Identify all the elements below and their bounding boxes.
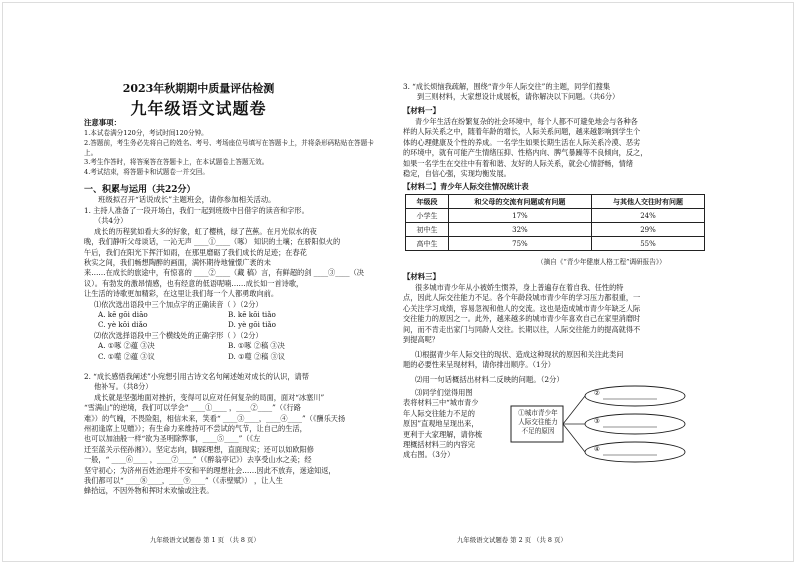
m3-line: 间，而不肯走出家门与同龄人交往。长期以往，人际交往能力的提高就得不 bbox=[403, 324, 641, 334]
q1-line: 让生活的诗歌更加精彩，在这里让我们每一个人都勇敢向前。 bbox=[84, 289, 279, 299]
diagram-center-line: 不足的原因 bbox=[521, 427, 555, 435]
diagram-connector bbox=[563, 396, 585, 424]
table-cell: 17% bbox=[448, 209, 591, 223]
q3-sub3-line: 表将材料三中“城市青少 bbox=[403, 398, 479, 408]
m3-line: 交往能力的原因之一。此外，越来越多的城市青少年喜欢自己在家里消磨时 bbox=[403, 314, 641, 324]
m1-line: 青少年生活在纷繁复杂的社会环境中，每个人都不可避免地会与各种各 bbox=[415, 117, 638, 126]
q2-line: 迁至蓝关示侄孙湘》）。坚定志向，脚踩理想，直面现实；还可以如欧阳修 bbox=[84, 444, 314, 454]
diagram-oval bbox=[585, 442, 685, 462]
material-1-heading: 【材料一】 bbox=[403, 106, 440, 115]
q1-option: C. ①噬 ②蕴 ③议 bbox=[98, 351, 155, 361]
q1-option: D. yè gōi tiǎo bbox=[228, 320, 276, 330]
q2-line: 也可以加油般一样“欲为圣明除弊事，____⑤____”（《左 bbox=[84, 434, 261, 444]
q1-line: （共4分） bbox=[94, 216, 128, 226]
table-cell: 75% bbox=[448, 237, 591, 251]
table-cell: 初中生 bbox=[406, 223, 449, 237]
q1-options-row bbox=[84, 352, 384, 362]
table-cell: 高中生 bbox=[406, 237, 449, 251]
activity-intro: 班级拟召开“话说成长”主题班会，请你参加相关活动。 bbox=[98, 195, 276, 204]
q1-options-row bbox=[84, 341, 384, 351]
q3-sub1-line: 题的必要性来呈现材料，请你排出顺序。（1分） bbox=[403, 360, 555, 370]
notice-heading: 注意事项： bbox=[84, 118, 121, 127]
q2-line: 2. “成长感悟我阐述”小宛想引用古诗文名句阐述她对成长的认识，请帮 bbox=[84, 372, 309, 381]
page-footer: 九年级语文试题卷 第 1 页 （共 8 页） bbox=[150, 536, 260, 544]
q1-line: 1. 主持人准备了一段开场白，我们一起到班级中吕借字的读音和字形。 bbox=[84, 206, 309, 215]
q1-sub1: ⑴依次选出语段中三个加点字的正确读音（ ）（2分） bbox=[94, 299, 263, 309]
table-header-row bbox=[406, 195, 705, 209]
q2-line: 州初逢席上见赠》）；有生命力来维持可不尝试的气节，让自己的生活， bbox=[84, 424, 307, 434]
notice-item: 2.答题前，考生务必先将自己的姓名、考号、考场座位号填写在答题卡上，并将条形码粘贴在答题卡上。 bbox=[84, 139, 374, 157]
m3-line: 到提高呢？ bbox=[403, 335, 439, 345]
material-3-heading: 【材料三】 bbox=[403, 272, 440, 281]
notice-item: 3.考生作答时，将答案答在答题卡上，在本试题卷上答题无效。 bbox=[84, 158, 269, 166]
m1-line: 体的心理健康及个性的养成。一名学生如果长期生活在人际关系冷漠、恶劣 bbox=[403, 137, 641, 147]
diagram-item: ③ bbox=[594, 417, 600, 425]
q3-sub3 bbox=[403, 388, 513, 461]
diagram-oval bbox=[585, 414, 685, 434]
q1-option: B. ①啄 ②稿 ③决 bbox=[228, 341, 285, 351]
material-1 bbox=[403, 117, 703, 179]
exam-title: 2023年秋期期中质量评估检测 bbox=[122, 82, 275, 95]
question-2 bbox=[84, 372, 384, 497]
table-row bbox=[406, 209, 705, 223]
q3-line: 到三则材料，大家想设计成展板，请你解决以下问题。（共6分） bbox=[417, 92, 620, 102]
m1-line: 稳定，自信心强，实现均衡发展。 bbox=[403, 169, 511, 179]
notice-item: 4.考试结束，将答题卡和试题卷一并交回。 bbox=[84, 168, 209, 176]
q1-option: C. yè kōi diǎo bbox=[98, 320, 148, 330]
q3-sub3-line: 理概括材料三的内容完 bbox=[403, 440, 475, 450]
question-1 bbox=[84, 206, 384, 362]
q2-line: “雪满山”的逆境，我们可以学会“ ____①____ ，____②____”（《行路 bbox=[84, 403, 301, 413]
q2-line: 蜂拾远，不因外物和挥时未欢愉或注表。 bbox=[84, 486, 214, 496]
table-header: 和父母的交流有问题或有问题 bbox=[448, 195, 591, 209]
q3-sub1 bbox=[403, 350, 703, 371]
table-row bbox=[406, 223, 705, 237]
q2-line: 成长就是坚强地面对挫折，变得可以应对任何复杂的局面，面对“冰塞川” bbox=[94, 392, 325, 402]
m3-line: 心关注学习成绩，容易忽视和他人的交流。这也是造成城市青少年缺乏人际 bbox=[403, 303, 641, 313]
m3-line: 点，因此人际交往能力不足。各个年龄段城市青少年的学习压力都很重，一 bbox=[403, 293, 641, 303]
diagram-item: ② bbox=[594, 389, 600, 397]
diagram-center-line: 人际交往能力 bbox=[518, 418, 558, 426]
q1-options-row bbox=[84, 320, 384, 330]
stats-table bbox=[405, 194, 705, 251]
q3-sub3-line: 更利于大家理解，请你梳 bbox=[403, 429, 483, 439]
notice-item: 1.本试卷满分120分，考试时间120分钟。 bbox=[84, 129, 208, 137]
q3-sub3-line: ⑶同学们觉得用图 bbox=[415, 388, 473, 397]
q3-line: 3. “成长烦恼我疏解，围绕“青少年人际交往”的主题，同学们搜集 bbox=[403, 82, 611, 91]
q2-line: 难》）的气魄，不畏险阻，相信未来，笑看“ ____③____，____④____”（《酬乐天扬 bbox=[84, 413, 346, 423]
q3-sub3-line: 原因”直观地呈现出来， bbox=[403, 419, 479, 429]
q1-option: A. ①啄 ②蕴 ③决 bbox=[98, 341, 155, 351]
table-cell: 24% bbox=[591, 209, 704, 223]
right-page bbox=[397, 0, 794, 562]
q2-line: 我们都可以“ ____⑧____，____⑨____”（《赤壁赋》） ，让人生 bbox=[84, 476, 283, 486]
m1-line: 的环境中，就有可能产生情绪压抑、性格内向、脾气暴躁等不良倾向，反之， bbox=[403, 148, 648, 158]
q1-sub2: ⑵依次选择语段中三个横线处的正确字形（ ）（2分） bbox=[94, 330, 263, 340]
table-cell: 55% bbox=[591, 237, 704, 251]
q1-line: 晚，我们静听父母谈话，一沁无声 ____①____（啄） 知识的土壤；在骄阳似火的 bbox=[84, 237, 341, 247]
page-footer: 九年级语文试题卷 第 2 页 （共 8 页） bbox=[457, 536, 567, 544]
q3-sub1-line: ⑴根据青少年人际交往的现状、造成这种现状的原因和关注此类问 bbox=[415, 350, 624, 359]
q1-line: 秋实之间，我们畅想陶醉的画面，满怀期待地憧憬广袤的未 bbox=[84, 258, 271, 268]
material-2-heading: 【材料二】青少年人际交往情况统计表 bbox=[403, 182, 529, 191]
diagram-oval bbox=[585, 386, 685, 406]
q3-sub3-line: 年人际交往能力不足的 bbox=[403, 408, 475, 418]
q1-line: 成长的历程犹如看大多的好象，虹了樱桃，绿了芭蕉。在月光似水的夜 bbox=[94, 226, 317, 236]
diagram-center-line: ①城市青少年 bbox=[518, 409, 558, 417]
q1-line: 议）。有勃发的激昂情感，也有经意的低语呢喃……成长如一首诗歌， bbox=[84, 278, 304, 288]
table-cell: 32% bbox=[448, 223, 591, 237]
q1-options-row bbox=[84, 310, 384, 320]
q1-option: B. kē kōi tiǎo bbox=[228, 310, 276, 320]
q1-option: D. ①噬 ②稿 ③议 bbox=[228, 351, 286, 361]
q2-line: 坚守初心；为济州百姓治理并不安和平的理想社会……因此不放弃，迷途知返， bbox=[84, 465, 336, 475]
m1-line: 样的人际关系之中，随着年龄的增长，人际关系问题，越来越影响到学生个 bbox=[403, 127, 641, 137]
exam-subtitle: 九年级语文试题卷 bbox=[130, 99, 267, 118]
q2-line: 一般，“ ____⑥____ ，____⑦____”（《醉翁亭记》）去享受山水之美；经 bbox=[84, 455, 312, 465]
diagram-item: ④ bbox=[594, 445, 600, 453]
material-3 bbox=[403, 283, 703, 345]
question-3 bbox=[403, 82, 703, 103]
table-header: 与其他人交往时有问题 bbox=[591, 195, 704, 209]
q2-line: 他补写。（共8分） bbox=[94, 382, 153, 392]
diagram-connector bbox=[563, 424, 585, 452]
q1-line: 来……在成长的旅途中，有惊喜的 ____②____（藏 稿）言，有鲜超的剑 ____③____（决 bbox=[84, 268, 364, 278]
diagram-center-label bbox=[513, 409, 563, 436]
m1-line: 如果一名学生在交往中有着和谐、友好的人际关系，就会心情舒畅，情绪 bbox=[403, 158, 634, 168]
section-heading: 一、积累与运用（共22分） bbox=[84, 185, 196, 195]
q3-sub2: ⑵用一句话概括出材料二反映的问题。（2分） bbox=[415, 375, 564, 384]
q1-line: 午后，我们在阳光下挥汗如雨，在那里磨砺了我们成长的足迹；在春花 bbox=[84, 247, 307, 257]
m3-line: 很多城市青少年从小被娇生惯养，身上普遍存在着自我、任性的特 bbox=[415, 283, 624, 292]
table-cell: 29% bbox=[591, 223, 704, 237]
table-header: 年级段 bbox=[406, 195, 449, 209]
table-cell: 小学生 bbox=[406, 209, 449, 223]
q1-option: A. kē gōi diāo bbox=[98, 310, 148, 320]
q3-sub3-line: 成右图。（3分） bbox=[403, 450, 455, 460]
table-row bbox=[406, 237, 705, 251]
table-source: （摘自《“青少年健康人格工程”调研报告》） bbox=[537, 258, 666, 266]
